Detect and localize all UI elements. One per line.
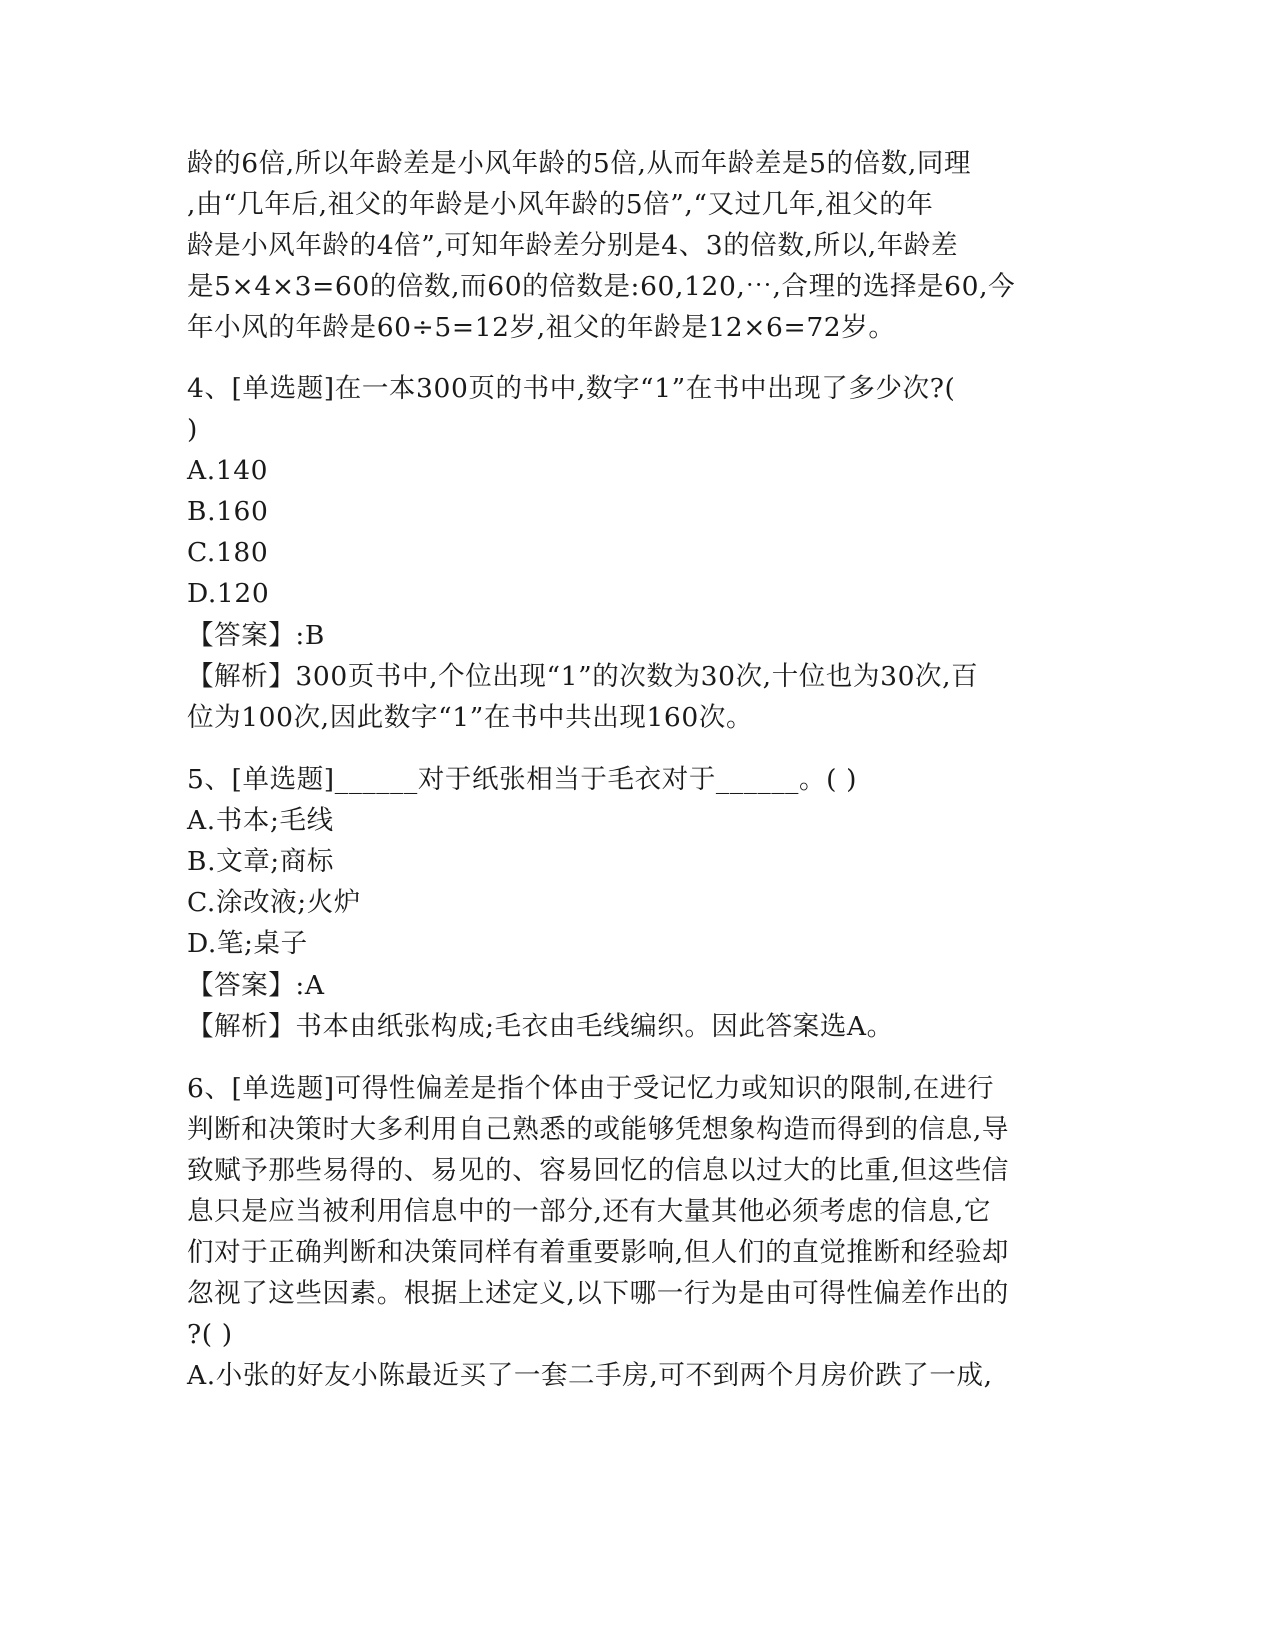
question-4-stem: 4、[单选题]在一本300页的书中,数字“1”在书中出现了多少次?(	[187, 373, 956, 404]
question-6-stem: ?( )	[187, 1319, 233, 1350]
question-6-stem: 忽视了这些因素。根据上述定义,以下哪一行为是由可得性偏差作出的	[187, 1278, 1010, 1309]
question-4-option-b: B.160	[187, 496, 269, 527]
carryover-line: 年小风的年龄是60÷5=12岁,祖父的年龄是12×6=72岁。	[187, 312, 896, 343]
question-4-analysis: 【解析】300页书中,个位出现“1”的次数为30次,十位也为30次,百	[187, 661, 979, 692]
question-6-option-a: A.小张的好友小陈最近买了一套二手房,可不到两个月房价跌了一成,	[187, 1360, 993, 1391]
question-5-option-b: B.文章;商标	[187, 846, 335, 877]
question-6-stem: 息只是应当被利用信息中的一部分,还有大量其他必须考虑的信息,它	[187, 1196, 991, 1227]
question-4-option-c: C.180	[187, 537, 269, 568]
question-4-option-a: A.140	[187, 455, 269, 486]
question-5-answer: 【答案】:A	[187, 970, 325, 1001]
question-4-option-d: D.120	[187, 578, 270, 609]
question-6-stem: 致赋予那些易得的、易见的、容易回忆的信息以过大的比重,但这些信	[187, 1155, 1010, 1186]
carryover-line: 是5×4×3=60的倍数,而60的倍数是:60,120,⋯,合理的选择是60,今	[187, 271, 1016, 302]
question-5-stem: 5、[单选题]______对于纸张相当于毛衣对于______。( )	[187, 764, 858, 795]
carryover-line: ,由“几年后,祖父的年龄是小风年龄的5倍”,“又过几年,祖父的年	[187, 189, 934, 220]
question-6-stem: 判断和决策时大多利用自己熟悉的或能够凭想象构造而得到的信息,导	[187, 1114, 1010, 1145]
question-4-stem: )	[187, 414, 198, 445]
question-5-option-a: A.书本;毛线	[187, 805, 334, 836]
carryover-line: 龄的6倍,所以年龄差是小风年龄的5倍,从而年龄差是5的倍数,同理	[187, 148, 972, 179]
question-6-stem: 6、[单选题]可得性偏差是指个体由于受记忆力或知识的限制,在进行	[187, 1073, 995, 1104]
carryover-line: 龄是小风年龄的4倍”,可知年龄差分别是4、3的倍数,所以,年龄差	[187, 230, 959, 261]
question-4-answer: 【答案】:B	[187, 620, 326, 651]
question-5-option-c: C.涂改液;火炉	[187, 887, 361, 918]
question-4-analysis: 位为100次,因此数字“1”在书中共出现160次。	[187, 702, 754, 733]
question-5-option-d: D.笔;桌子	[187, 928, 308, 959]
question-5-analysis: 【解析】书本由纸张构成;毛衣由毛线编织。因此答案选A。	[187, 1011, 894, 1042]
question-6-stem: 们对于正确判断和决策同样有着重要影响,但人们的直觉推断和经验却	[187, 1237, 1010, 1268]
